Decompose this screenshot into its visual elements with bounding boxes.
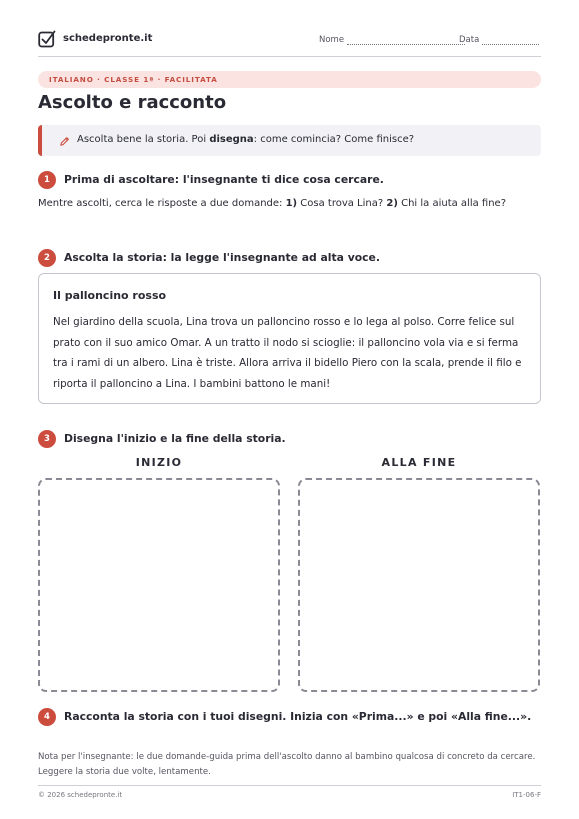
name-label: Nome <box>319 35 345 45</box>
guide-questions: Mentre ascolti, cerca le risposte a due domande: 1) Cosa trova Lina? 2) Chi la aiuta alla fine? <box>38 198 507 209</box>
checkbox-icon <box>38 30 56 48</box>
pencil-icon <box>59 136 70 147</box>
story-text: Nel giardino della scuola, Lina trova un palloncino rosso e lo lega al polso. Corre felice sul prato con il suo amico Omar. A un tratto il nodo si scioglie: il palloncino vola via e si ferma tra i rami di un albero. Lina è triste. Allora arriva il bidello Piero con la scala, prende il filo e riporta il palloncino a Lina. I bambini battono le mani! <box>53 316 522 390</box>
end-drawing-area[interactable] <box>298 478 540 692</box>
story-title: Il palloncino rosso <box>53 289 167 302</box>
instruction-box <box>38 125 541 156</box>
page-title: Ascolto e racconto <box>38 92 227 113</box>
page-header <box>38 30 541 57</box>
subject-tag: ITALIANO · CLASSE 1ª · FACILITATA <box>38 71 541 88</box>
start-label: INIZIO <box>135 456 183 469</box>
page-footer <box>38 785 541 799</box>
name-field[interactable] <box>319 35 465 45</box>
date-field[interactable] <box>459 35 539 45</box>
step-text: Ascolta la storia: la legge l'insegnante ad alta voce. <box>64 251 380 264</box>
story-box <box>38 273 541 404</box>
step-text: Prima di ascoltare: l'insegnante ti dice cosa cercare. <box>64 173 384 186</box>
teacher-note: Nota per l'insegnante: le due domande-guida prima dell'ascolto danno al bambino qualcosa di concreto da cercare. Leggere la storia due volte, lentamente. <box>38 752 536 777</box>
copyright: © 2026 schedepronte.it <box>38 791 123 799</box>
end-label: ALLA FINE <box>381 456 457 469</box>
step-text: Racconta la storia con i tuoi disegni. Inizia con «Prima...» e poi «Alla fine...». <box>64 710 532 723</box>
step-text: Disegna l'inizio e la fine della storia. <box>64 432 286 445</box>
instruction-text: Ascolta bene la storia. Poi disegna: come comincia? Come finisce? <box>77 134 415 145</box>
step-number: 2 <box>38 249 56 267</box>
brand-name: schedepronte.it <box>63 33 153 44</box>
step-number: 1 <box>38 171 56 189</box>
sheet-code: IT1-06-F <box>512 791 541 799</box>
start-drawing-area[interactable] <box>38 478 280 692</box>
step-number: 4 <box>38 708 56 726</box>
date-label: Data <box>459 35 480 45</box>
step-number: 3 <box>38 430 56 448</box>
